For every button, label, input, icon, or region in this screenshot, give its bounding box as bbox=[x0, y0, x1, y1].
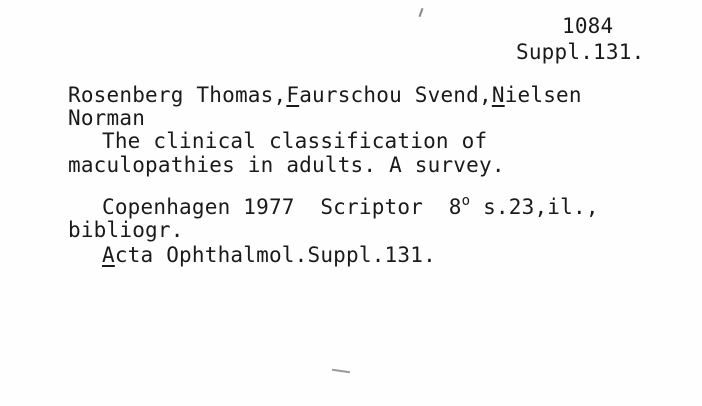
authors-text-1: Rosenberg Thomas, bbox=[68, 83, 287, 107]
series-text: cta Ophthalmol.Suppl.131. bbox=[114, 243, 436, 267]
ink-mark bbox=[419, 8, 424, 17]
imprint-line-2: bibliogr. bbox=[68, 218, 184, 242]
shelf-number: 1084 bbox=[562, 14, 614, 38]
imprint-text: Copenhagen 1977 Scriptor 8 bbox=[102, 195, 462, 219]
imprint-line-1 bbox=[102, 193, 599, 219]
format-superscript: o bbox=[461, 193, 471, 209]
series-code: Suppl.131. bbox=[516, 40, 645, 64]
authors-line-1 bbox=[68, 85, 582, 106]
title-line-2: maculopathies in adults. A survey. bbox=[68, 153, 505, 177]
initial-a: A bbox=[102, 243, 115, 267]
authors-text-2: aurschou Svend, bbox=[299, 83, 492, 107]
title-line-1: The clinical classification of bbox=[102, 129, 488, 153]
initial-f: F bbox=[286, 83, 300, 107]
imprint-tail: s.23,il., bbox=[470, 195, 599, 219]
smudge-mark bbox=[332, 369, 350, 373]
series-line bbox=[102, 245, 436, 266]
authors-text-3: ielsen bbox=[504, 83, 582, 107]
initial-n: N bbox=[491, 83, 505, 107]
authors-line-2: Norman bbox=[68, 106, 146, 130]
